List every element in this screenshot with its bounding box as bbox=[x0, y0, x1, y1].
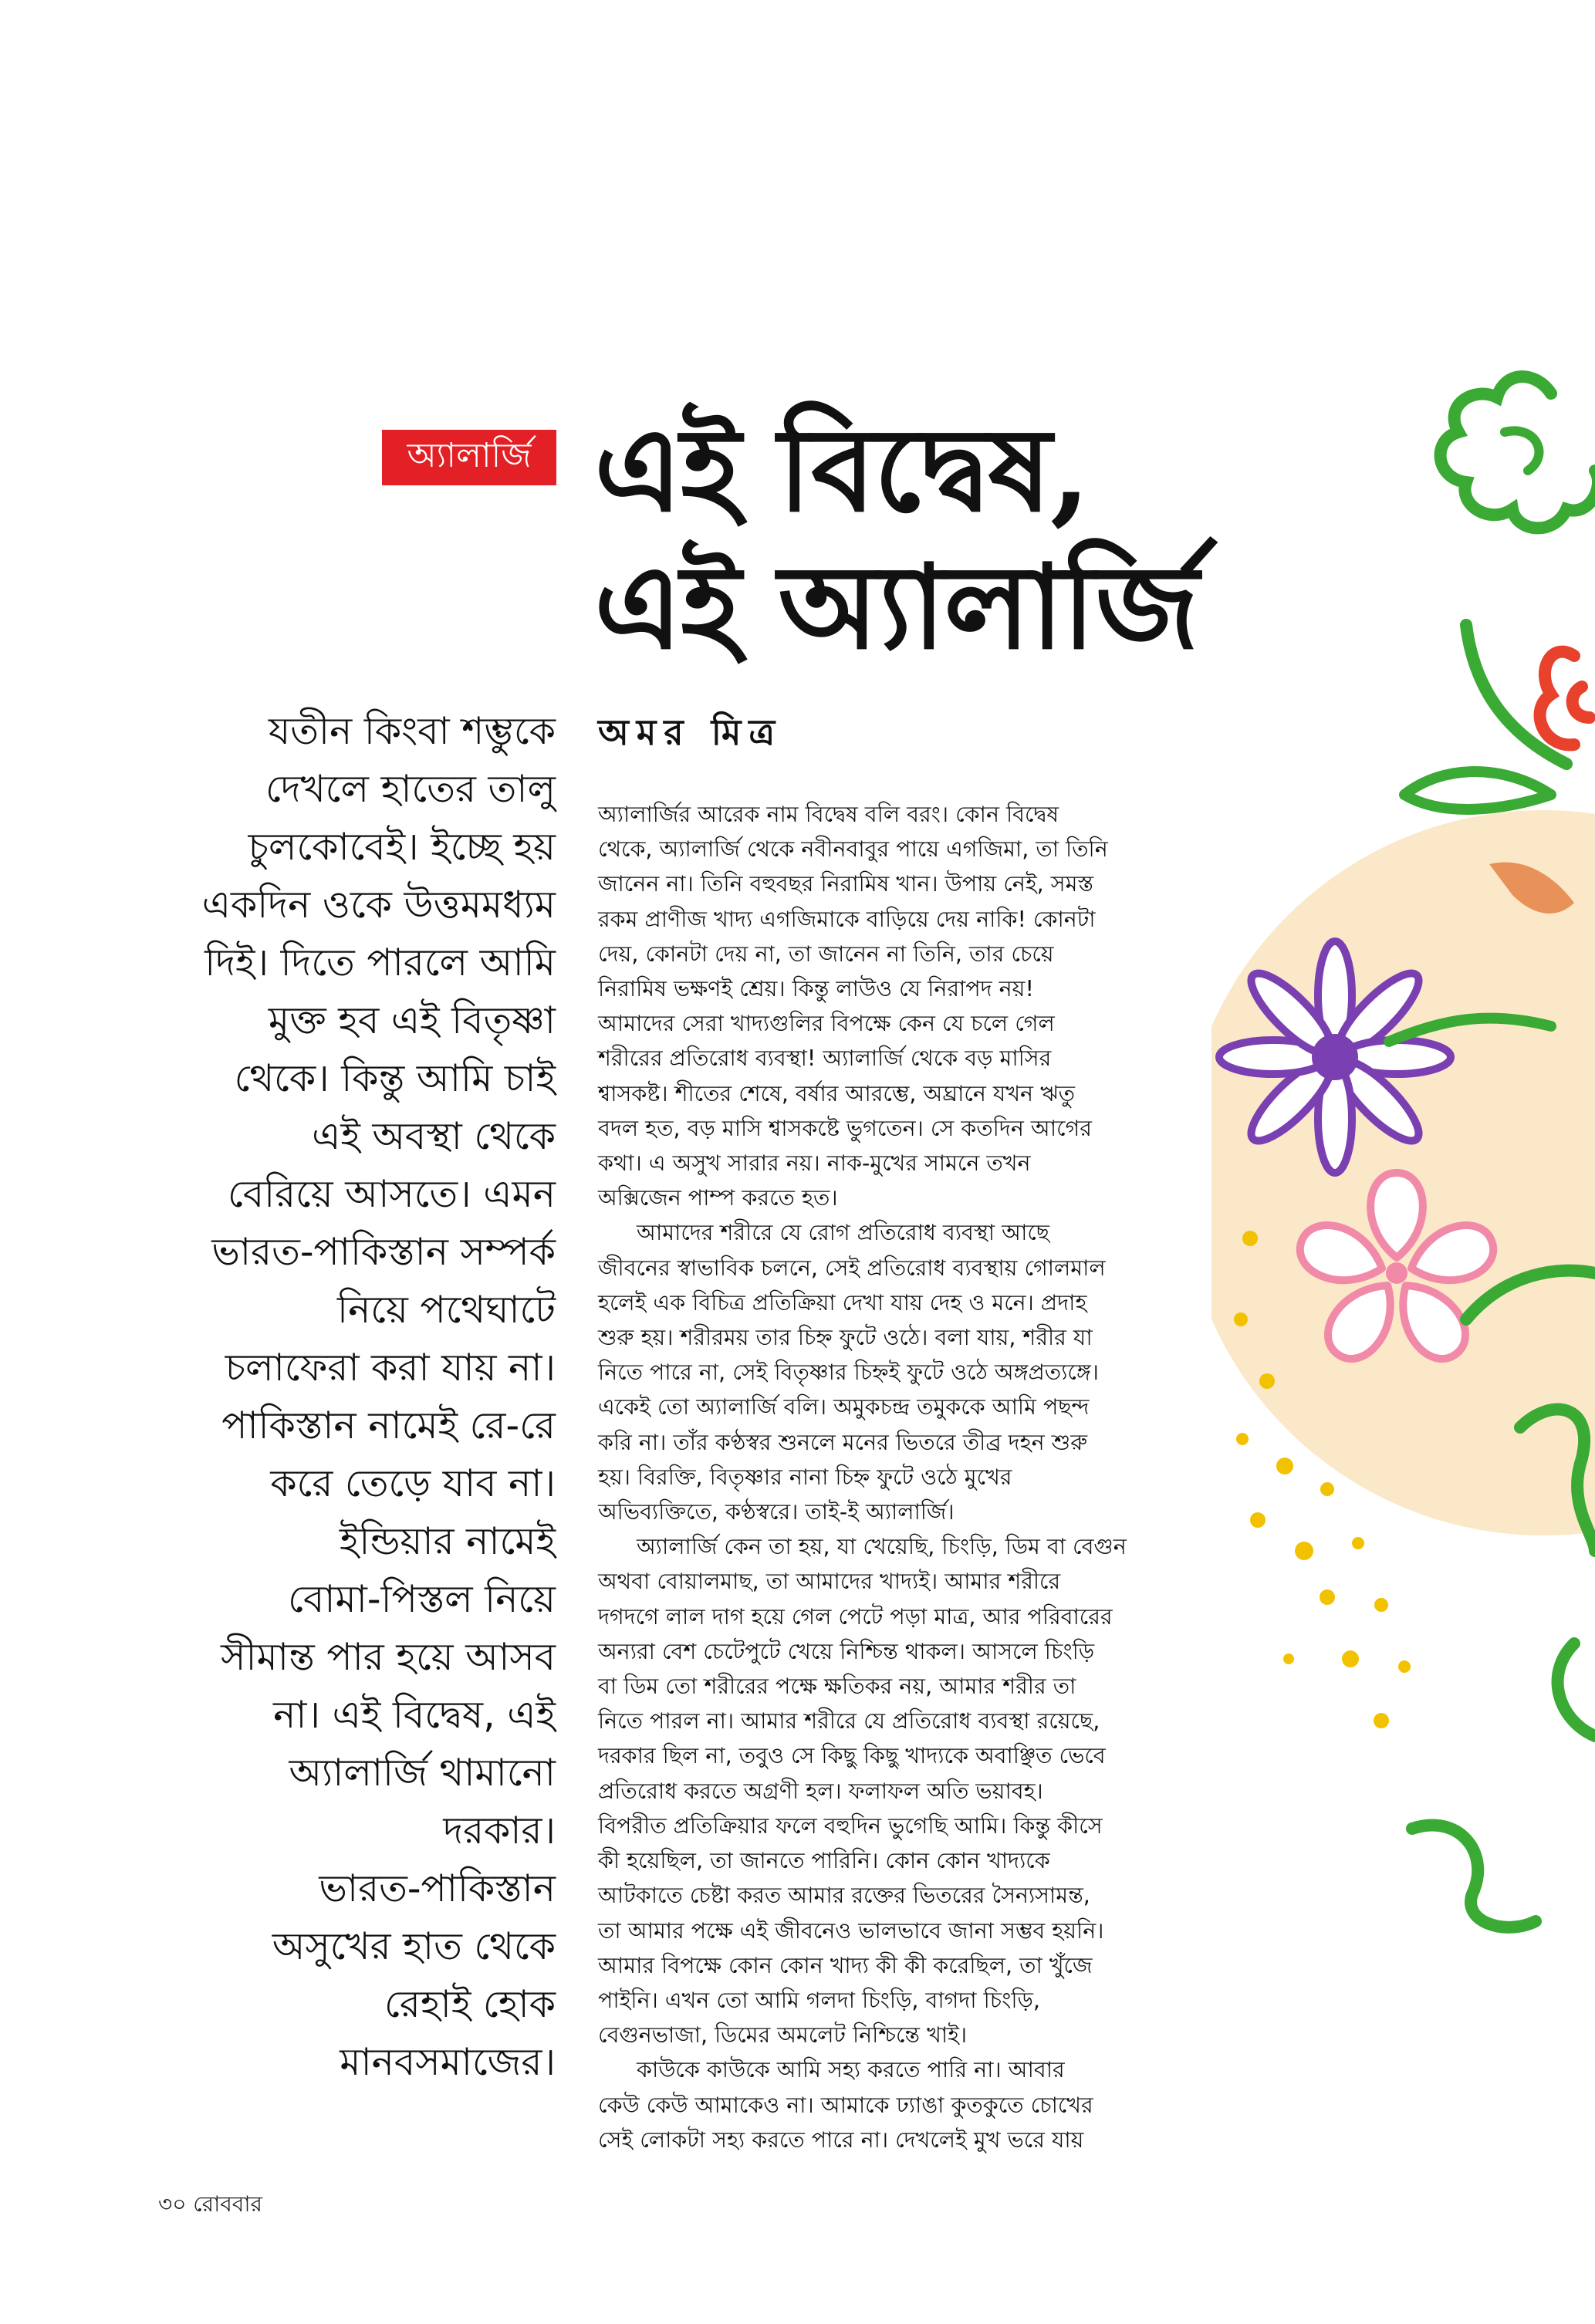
purple-flower bbox=[1219, 941, 1451, 1173]
pull-quote-line: রেহাই হোক bbox=[384, 1982, 556, 2026]
body-line: আমাদের সেরা খাদ্যগুলির বিপক্ষে কেন যে চলে গেল bbox=[598, 1011, 1055, 1037]
red-flower-doodle bbox=[1540, 652, 1590, 745]
pull-quote-line: মানবসমাজের। bbox=[340, 2040, 556, 2084]
pull-quote-line: বোমা-পিস্তল নিয়ে bbox=[288, 1577, 556, 1621]
body-line: বেগুনভাজা, ডিমের অমলেট নিশ্চিন্তে খাই। bbox=[598, 2022, 968, 2049]
body-line: অন্যরা বেশ চেটেপুটে খেয়ে নিশ্চিন্ত থাকল। আসলে চিংড়ি bbox=[598, 1638, 1095, 1664]
headline-line-2: এই অ্যালার্জি bbox=[594, 539, 1198, 675]
body-line: জানেন না। তিনি বহুবছর নিরামিষ খান। উপায় নেই, সমস্ত bbox=[598, 871, 1093, 897]
body-line: বা ডিম তো শরীরের পক্ষে ক্ষতিকর নয়, আমার শরীর তা bbox=[598, 1674, 1076, 1700]
body-line: দরকার ছিল না, তবুও সে কিছু কিছু খাদ্যকে অবাঞ্ছিত ভেবে bbox=[598, 1743, 1106, 1769]
pull-quote-line: মুক্ত হব এই বিতৃষ্ণা bbox=[268, 998, 556, 1042]
green-swirl-doodle bbox=[1505, 431, 1539, 471]
floral-illustration bbox=[1211, 363, 1595, 1937]
body-line: বিপরীত প্রতিক্রিয়ার ফলে বহুদিন ভুগেছি আমি। কিন্তু কীসে bbox=[598, 1812, 1103, 1839]
body-line: নিতে পারে না, সেই বিতৃষ্ণার চিহ্নই ফুটে ওঠে অঙ্গপ্রত্যঙ্গে। bbox=[598, 1360, 1099, 1386]
pull-quote-line: চুলকোবেই। ইচ্ছে হয় bbox=[248, 825, 556, 869]
pull-quote-line: এই অবস্থা থেকে bbox=[312, 1114, 556, 1158]
body-line: নিতে পারল না। আমার শরীরে যে প্রতিরোধ ব্যবস্থা রয়েছে, bbox=[598, 1708, 1100, 1735]
author-byline: অমর মিত্র bbox=[598, 711, 783, 753]
body-line: অভিব্যক্তিতে, কণ্ঠস্বরে। তাই-ই অ্যালার্জি। bbox=[598, 1499, 955, 1525]
section-tag: অ্যালার্জি bbox=[382, 430, 556, 485]
body-line: অক্সিজেন পাম্প করতে হত। bbox=[598, 1185, 838, 1211]
body-line: বদল হত, বড় মাসি শ্বাসকষ্টে ভুগতেন। সে কতদিন আগের bbox=[598, 1115, 1092, 1141]
pull-quote-line: নিয়ে পথেঘাটে bbox=[337, 1288, 556, 1332]
pull-quote-line: সীমান্ত পার হয়ে আসব bbox=[221, 1635, 556, 1679]
green-wave-doodle-3 bbox=[1412, 1825, 1536, 1927]
headline bbox=[594, 401, 1258, 676]
pull-quote-line: যতীন কিংবা শম্ভুকে bbox=[269, 709, 556, 753]
body-line: দগদগে লাল দাগ হয়ে গেল পেটে পড়া মাত্র, আর পরিবারের bbox=[598, 1603, 1113, 1630]
page-folio: ৩০ রোববার bbox=[158, 2191, 262, 2217]
pull-quote-line: করে তেড়ে যাব না। bbox=[270, 1461, 556, 1505]
pull-quote-line: ভারত-পাকিস্তান bbox=[319, 1866, 556, 1910]
body-line: হলেই এক বিচিত্র প্রতিক্রিয়া দেখা যায় দেহ ও মনে। প্রদাহ bbox=[598, 1289, 1087, 1316]
body-line: কেউ কেউ আমাকেও না। আমাকে ঢ্যাঙা কুতকুতে চোখের bbox=[598, 2092, 1093, 2118]
body-line: কথা। এ অসুখ সারার নয়। নাক-মুখের সামনে তখন bbox=[598, 1150, 1031, 1177]
body-line: একেই তো অ্যালার্জি বলি। অমুকচন্দ্র তমুককে আমি পছন্দ bbox=[598, 1394, 1090, 1420]
headline-line-1: এই বিদ্বেষ, bbox=[594, 402, 1090, 538]
body-line: করি না। তাঁর কণ্ঠস্বর শুনলে মনের ভিতরে তীব্র দহন শুরু bbox=[598, 1429, 1088, 1455]
body-line: আমাদের শরীরে যে রোগ প্রতিরোধ ব্যবস্থা আছে bbox=[637, 1220, 1050, 1246]
body-line: পাইনি। এখন তো আমি গলদা চিংড়ি, বাগদা চিংড়ি, bbox=[598, 1987, 1040, 2013]
pull-quote-line: ইন্ডিয়ার নামেই bbox=[339, 1519, 556, 1563]
green-leaf bbox=[1404, 772, 1551, 809]
body-line: সেই লোকটা সহ্য করতে পারে না। দেখলেই মুখ ভরে যায় bbox=[598, 2126, 1084, 2153]
pull-quote-line: দিই। দিতে পারলে আমি bbox=[204, 941, 556, 985]
body-line: তা আমার পক্ষে এই জীবনেও ভালভাবে জানা সম্ভব হয়নি। bbox=[598, 1917, 1104, 1944]
body-line: শুরু হয়। শরীরময় তার চিহ্ন ফুটে ওঠে। বলা যায়, শরীর যা bbox=[598, 1325, 1093, 1351]
body-line: প্রতিরোধ করতে অগ্রণী হল। ফলাফল অতি ভয়াবহ। bbox=[598, 1778, 1043, 1804]
body-line: কী হয়েছিল, তা জানতে পারিনি। কোন কোন খাদ্যকে bbox=[598, 1848, 1050, 1874]
body-line: অ্যালার্জির আরেক নাম বিদ্বেষ বলি বরং। কোন বিদ্বেষ bbox=[598, 802, 1059, 827]
article-body bbox=[598, 797, 1184, 2157]
pull-quote-line: বেরিয়ে আসতে। এমন bbox=[227, 1172, 556, 1216]
body-line: নিরামিষ ভক্ষণই শ্রেয়। কিন্তু লাউও যে নিরাপদ নয়! bbox=[598, 976, 1034, 1002]
pull-quote-line: থেকে। কিন্তু আমি চাই bbox=[234, 1056, 556, 1100]
green-wave-doodle-2 bbox=[1558, 1643, 1595, 1736]
pull-quote-line: অ্যালার্জি থামানো bbox=[289, 1751, 556, 1795]
pull-quote-line: অসুখের হাত থেকে bbox=[272, 1924, 556, 1968]
pull-quote-line: পাকিস্তান নামেই রে-রে bbox=[221, 1404, 556, 1447]
body-line: কাউকে কাউকে আমি সহ্য করতে পারি না। আবার bbox=[637, 2057, 1065, 2083]
body-line: শরীরের প্রতিরোধ ব্যবস্থা! অ্যালার্জি থেকে বড় মাসির bbox=[598, 1045, 1052, 1072]
pull-quote-line: দেখলে হাতের তালু bbox=[265, 767, 556, 811]
body-line: দেয়, কোনটা দেয় না, তা জানেন না তিনি, তার চেয়ে bbox=[598, 941, 1054, 967]
body-line: অথবা বোয়ালমাছ, তা আমাদের খাদ্যই। আমার শরীরে bbox=[598, 1569, 1061, 1595]
body-line: অ্যালার্জি কেন তা হয়, যা খেয়েছি, চিংড়ি, ডিম বা বেগুন bbox=[637, 1534, 1127, 1560]
pull-quote-line: না। এই বিদ্বেষ, এই bbox=[273, 1693, 556, 1737]
green-cloud-doodle bbox=[1441, 377, 1595, 528]
body-line: জীবনের স্বাভাবিক চলনে, সেই প্রতিরোধ ব্যবস্থায় গোলমাল bbox=[598, 1255, 1106, 1281]
body-line: আটকাতে চেষ্টা করত আমার রক্তের ভিতরের সৈন্যসামন্ত, bbox=[598, 1883, 1090, 1909]
body-line: হয়। বিরক্তি, বিতৃষ্ণার নানা চিহ্ন ফুটে ওঠে মুখের bbox=[598, 1464, 1012, 1490]
body-line: শ্বাসকষ্ট। শীতের শেষে, বর্ষার আরম্ভে, অঘ্রানে যখন ঋতু bbox=[598, 1080, 1076, 1106]
pull-quote-line: দরকার। bbox=[443, 1809, 556, 1853]
pull-quote bbox=[116, 702, 556, 2091]
pull-quote-line: ভারত-পাকিস্তান সম্পর্ক bbox=[211, 1230, 556, 1274]
body-line: রকম প্রাণীজ খাদ্য এগজিমাকে বাড়িয়ে দেয় নাকি! কোনটা bbox=[598, 906, 1096, 932]
body-line: আমার বিপক্ষে কোন কোন খাদ্য কী কী করেছিল, তা খুঁজে bbox=[598, 1952, 1093, 1978]
pull-quote-line: একদিন ওকে উত্তমমধ্যম bbox=[201, 883, 556, 927]
pull-quote-line: চলাফেরা করা যায় না। bbox=[225, 1346, 556, 1390]
body-line: থেকে, অ্যালার্জি থেকে নবীনবাবুর পায়ে এগজিমা, তা তিনি bbox=[598, 836, 1108, 863]
